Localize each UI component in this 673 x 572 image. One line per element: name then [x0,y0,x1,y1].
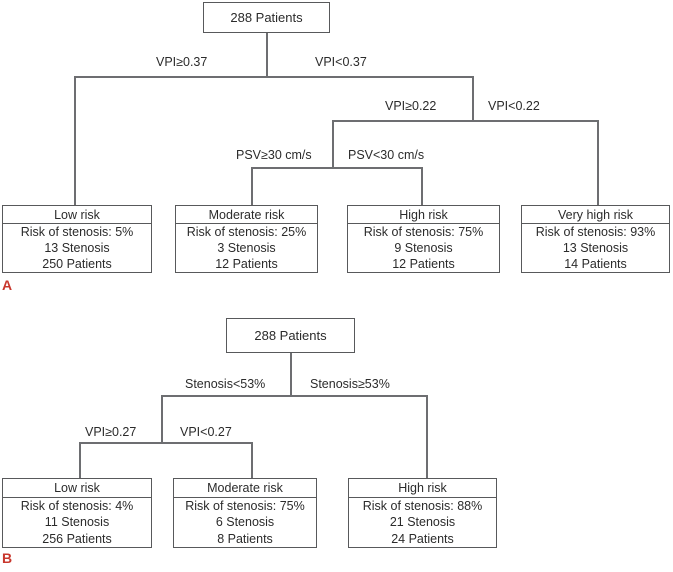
stenosis-count: 13 Stenosis [562,241,629,255]
patients-count: 256 Patients [42,531,112,546]
risk-of-stenosis: Risk of stenosis: 25% [186,225,307,239]
connector-line [472,76,474,122]
connector-line [79,442,253,444]
risk-of-stenosis: Risk of stenosis: 4% [20,499,134,514]
leaf-box-moderate-risk-a [175,205,318,273]
edge-label-psv-ge-30: PSV≥30 cm/s [236,148,312,162]
risk-of-stenosis: Risk of stenosis: 75% [363,225,484,239]
stenosis-count: 13 Stenosis [44,241,110,255]
patients-count: 24 Patients [391,531,454,546]
leaf-box-low-risk-b [2,478,152,548]
stenosis-count: 6 Stenosis [215,515,275,530]
patients-count: 12 Patients [392,257,455,271]
risk-of-stenosis: Risk of stenosis: 88% [362,499,483,514]
leaf-box-high-risk-a [347,205,500,273]
edge-label-stenosis-lt-53: Stenosis<53% [185,377,266,391]
edge-label-vpi-lt-0.37: VPI<0.37 [315,55,367,69]
panel-a-root-box [203,2,330,33]
edge-label-vpi-ge-0.37: VPI≥0.37 [156,55,208,69]
connector-line [290,353,292,396]
edge-label-vpi-lt-0.22: VPI<0.22 [488,99,540,113]
edge-label-psv-lt-30: PSV<30 cm/s [348,148,425,162]
leaf-box-very-high-risk-a [521,205,670,273]
edge-label-vpi-ge-0.27: VPI≥0.27 [85,425,137,439]
stenosis-count: 21 Stenosis [389,515,456,530]
connector-line [74,76,474,78]
leaf-title: Very high risk [522,206,669,224]
leaf-title: Moderate risk [174,479,316,498]
stenosis-count: 11 Stenosis [44,515,110,530]
panel-label-b: B [2,550,13,566]
leaf-title: Moderate risk [176,206,317,224]
panel-a-root-label: 288 Patients [230,10,303,25]
edge-label-stenosis-ge-53: Stenosis≥53% [310,377,390,391]
patients-count: 14 Patients [564,257,627,271]
leaf-title: Low risk [3,479,151,498]
leaf-box-high-risk-b [348,478,497,548]
leaf-title: High risk [348,206,499,224]
connector-line [332,120,599,122]
risk-of-stenosis: Risk of stenosis: 75% [185,499,305,514]
stenosis-count: 3 Stenosis [217,241,276,255]
connector-line [426,395,428,478]
patients-count: 8 Patients [217,531,273,546]
stenosis-count: 9 Stenosis [394,241,453,255]
connector-line [161,395,428,397]
leaf-title: High risk [349,479,496,498]
leaf-box-moderate-risk-b [173,478,317,548]
panel-b-root-label: 288 Patients [254,328,327,343]
connector-line [421,167,423,205]
connector-line [74,76,76,205]
risk-of-stenosis: Risk of stenosis: 93% [535,225,656,239]
connector-line [332,120,334,169]
connector-line [79,442,81,478]
panel-label-a: A [2,277,13,293]
patients-count: 250 Patients [42,257,112,271]
connector-line [597,120,599,205]
connector-line [251,442,253,478]
connector-line [266,33,268,76]
leaf-title: Low risk [3,206,151,224]
connector-line [161,395,163,443]
panel-b-root-box [226,318,355,353]
edge-label-vpi-ge-0.22: VPI≥0.22 [385,99,437,113]
leaf-box-low-risk-a [2,205,152,273]
connector-line [251,167,253,205]
patients-count: 12 Patients [215,257,278,271]
risk-of-stenosis: Risk of stenosis: 5% [20,225,134,239]
connector-line [251,167,423,169]
edge-label-vpi-lt-0.27: VPI<0.27 [180,425,232,439]
